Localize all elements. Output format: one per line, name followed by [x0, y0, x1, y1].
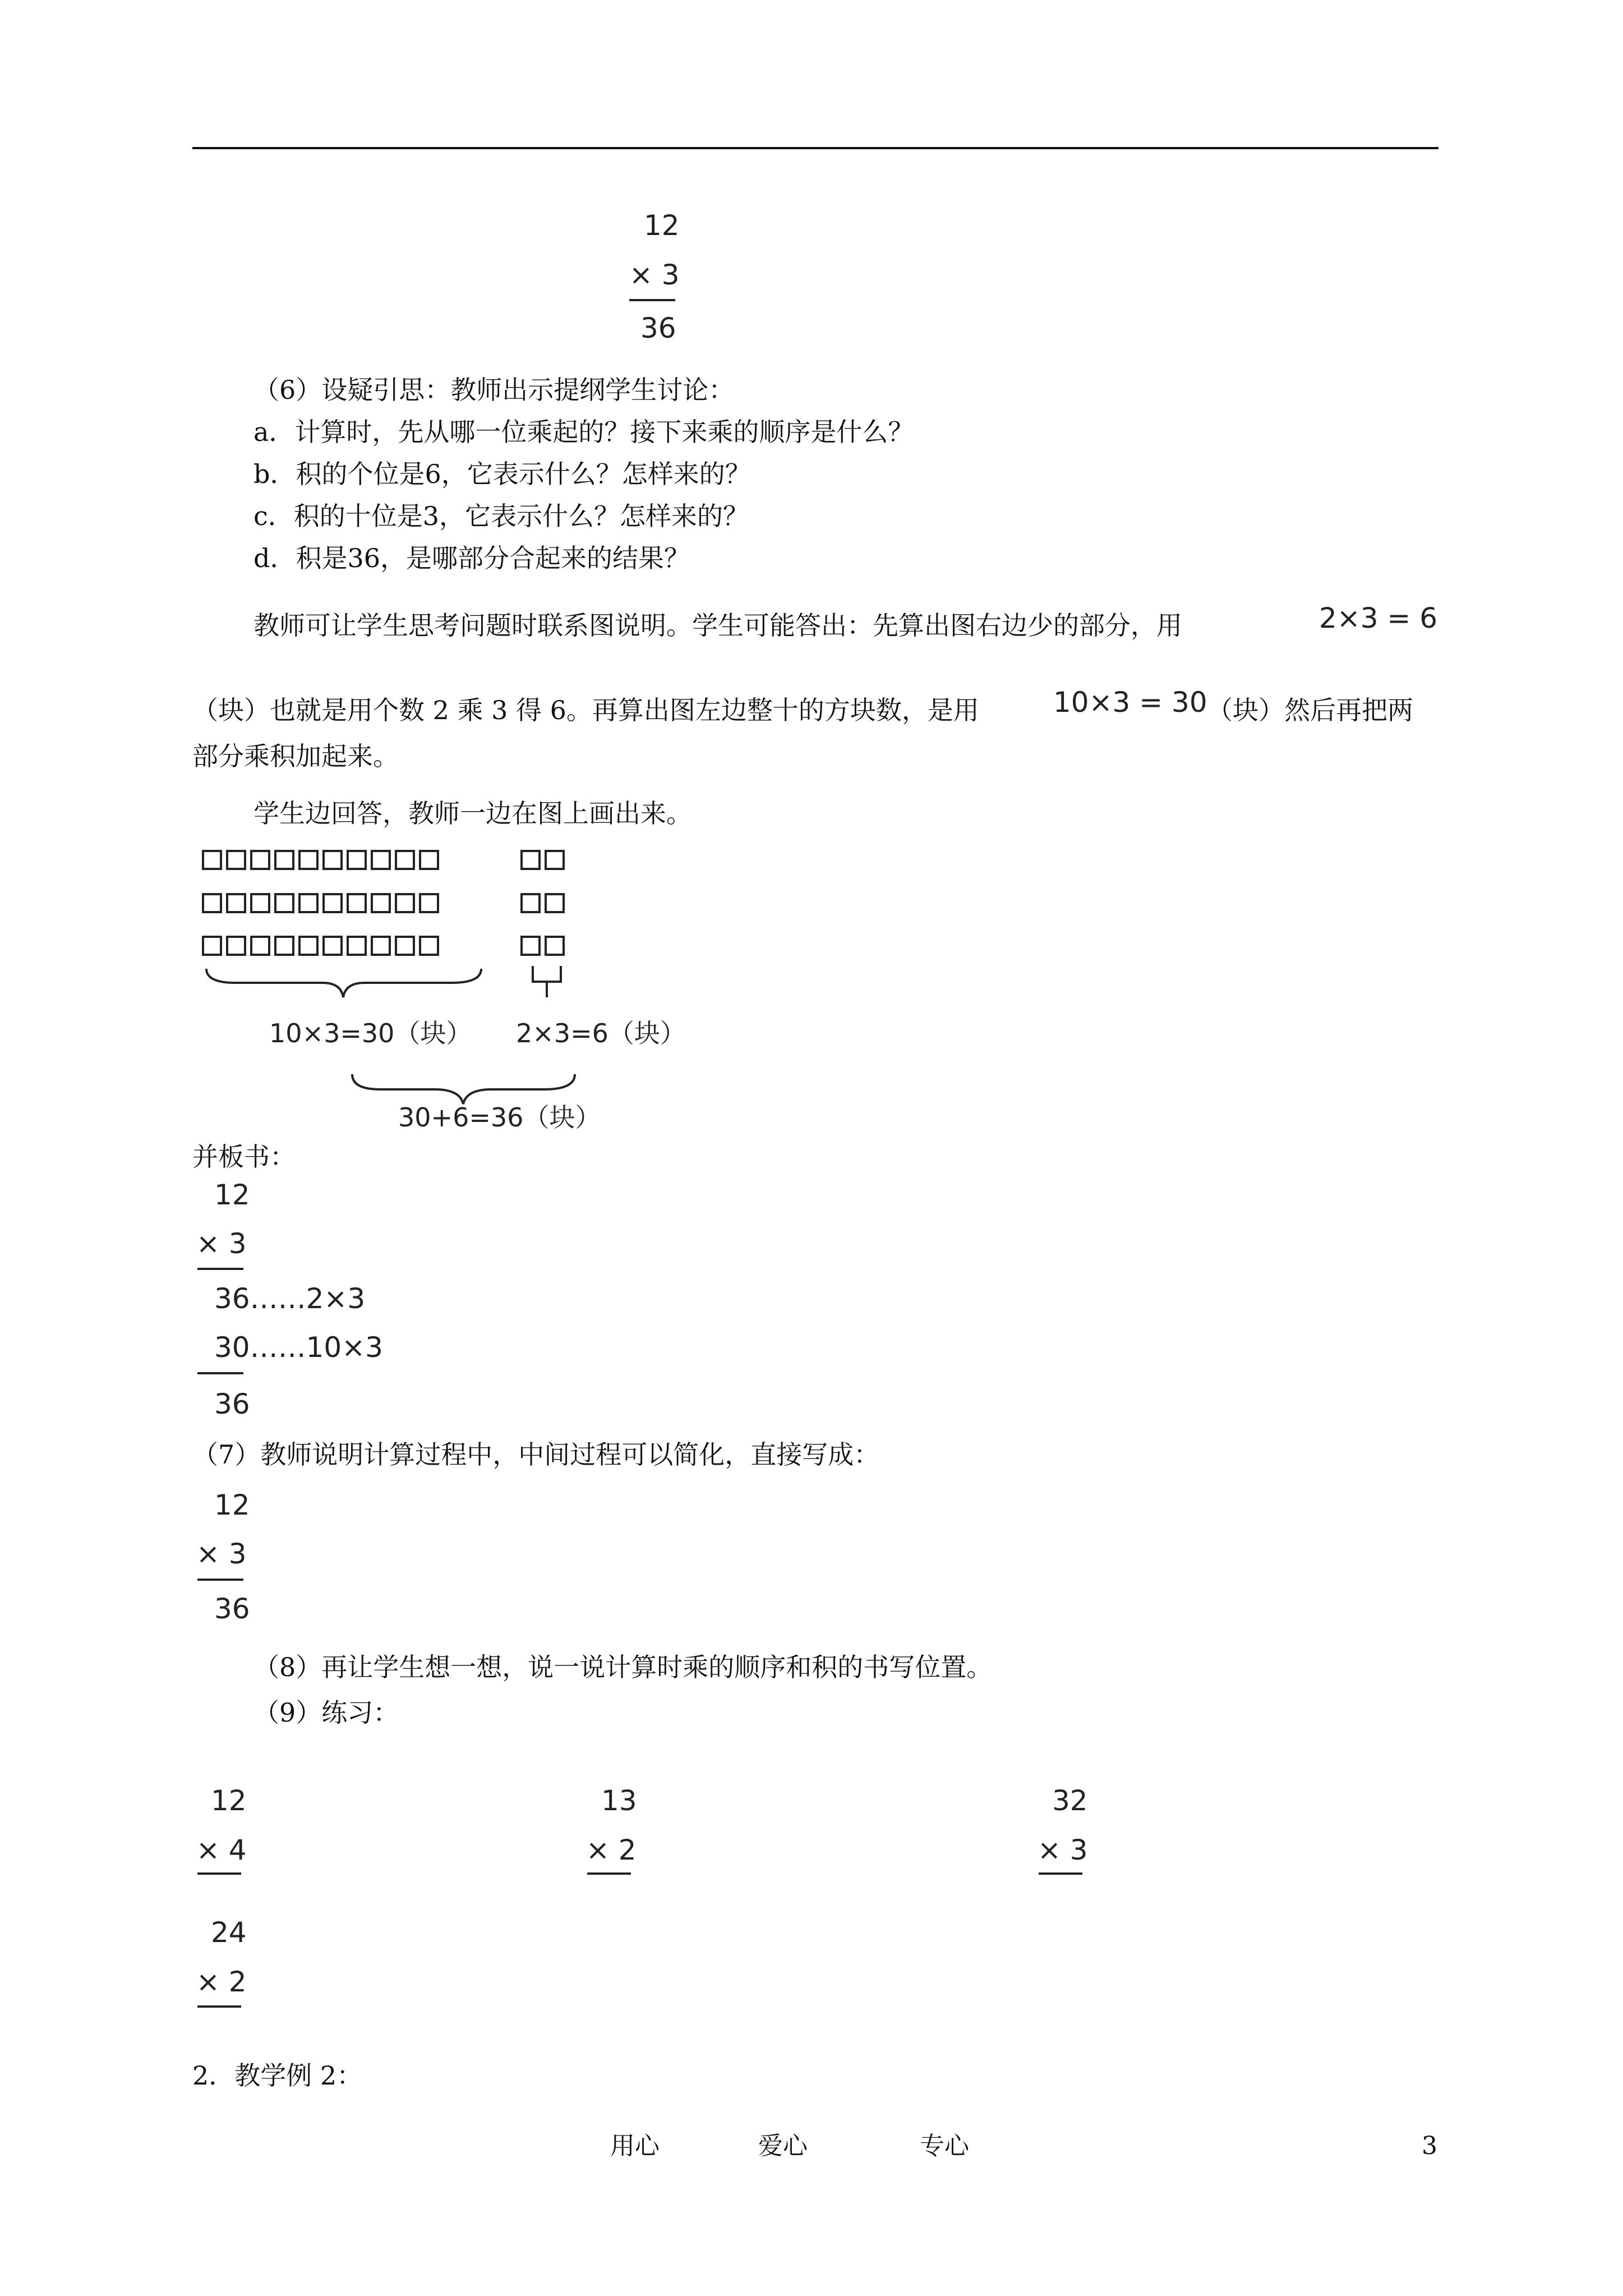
- example2-heading: 2．教学例 2：: [192, 2060, 363, 2091]
- top-calc-multiplier: × 3: [629, 259, 680, 291]
- board-multiplicand: 12: [214, 1179, 250, 1211]
- board-partial-1: 36……2×3: [214, 1282, 366, 1315]
- exercise-3-multiplier: × 3: [1038, 1834, 1088, 1866]
- diagram-label-left: 10×3=30（块）: [269, 1018, 472, 1048]
- exercise-3-multiplicand: 32: [1052, 1784, 1088, 1817]
- exercise-2-multiplier: × 2: [586, 1834, 637, 1866]
- section7-result: 36: [214, 1593, 250, 1625]
- brace-right: [533, 966, 561, 997]
- board-partial-2: 30……10×3: [214, 1331, 383, 1364]
- paragraph-line2b: （块）然后再把两: [1207, 695, 1413, 725]
- exercise-1-multiplier: × 4: [196, 1834, 247, 1866]
- section8: （8）再让学生想一想，说一说计算时乘的顺序和积的书写位置。: [253, 1652, 993, 1682]
- top-calc-result: 36: [640, 312, 676, 344]
- exercise-3-line: [1039, 1872, 1082, 1875]
- exercise-2-line: [587, 1872, 631, 1875]
- brace-total: [352, 1074, 575, 1104]
- board-multiplier: × 3: [196, 1227, 247, 1260]
- section6-item-b: b．积的个位是6，它表示什么？怎样来的？: [253, 459, 751, 489]
- diagram-label-total: 30+6=36（块）: [398, 1102, 601, 1133]
- section9: （9）练习：: [253, 1697, 399, 1728]
- board-line-1: [197, 1268, 243, 1270]
- board-line-2: [197, 1372, 243, 1374]
- diagram-label-right: 2×3=6（块）: [516, 1018, 686, 1048]
- formula-10x3: 10×3 = 30: [1053, 686, 1207, 719]
- section6-title: （6）设疑引思：教师出示提纲学生讨论：: [253, 375, 735, 405]
- formula-2x3: 2×3 = 6: [1319, 602, 1438, 634]
- exercise-4-multiplier: × 2: [196, 1966, 247, 1998]
- section6-item-a: a．计算时，先从哪一位乘起的？接下来乘的顺序是什么？: [253, 417, 914, 447]
- footer-left: 用心: [610, 2132, 660, 2160]
- exercise-1-line: [197, 1872, 241, 1875]
- board-result: 36: [214, 1388, 250, 1420]
- paragraph-line3: 部分乘积加起来。: [192, 741, 399, 771]
- section7-multiplicand: 12: [214, 1489, 250, 1521]
- paragraph-line1: 教师可让学生思考问题时联系图说明。学生可能答出：先算出图右边少的部分，用: [253, 610, 1182, 641]
- exercise-4-line: [197, 2005, 241, 2008]
- page-number: 3: [1422, 2132, 1437, 2160]
- board-title: 并板书：: [192, 1142, 296, 1172]
- paragraph-line2a: （块）也就是用个数 2 乘 3 得 6。再算出图左边整十的方块数，是用: [192, 695, 979, 725]
- exercise-4-multiplicand: 24: [211, 1916, 247, 1949]
- footer-middle: 爱心: [758, 2132, 808, 2160]
- top-calc-multiplicand: 12: [644, 209, 680, 242]
- section6-item-c: c．积的十位是3，它表示什么？怎样来的？: [253, 501, 749, 531]
- exercise-2-multiplicand: 13: [601, 1784, 637, 1817]
- footer-right: 专心: [920, 2132, 969, 2160]
- section7-multiplier: × 3: [196, 1538, 247, 1570]
- section7-title: （7）教师说明计算过程中，中间过程可以简化，直接写成：: [192, 1439, 880, 1470]
- exercise-1-multiplicand: 12: [211, 1784, 247, 1817]
- brace-left: [206, 969, 481, 997]
- section7-line: [197, 1579, 243, 1581]
- draw-intro: 学生边回答，教师一边在图上画出来。: [253, 798, 692, 829]
- section6-item-d: d．积是36，是哪部分合起来的结果？: [253, 543, 690, 573]
